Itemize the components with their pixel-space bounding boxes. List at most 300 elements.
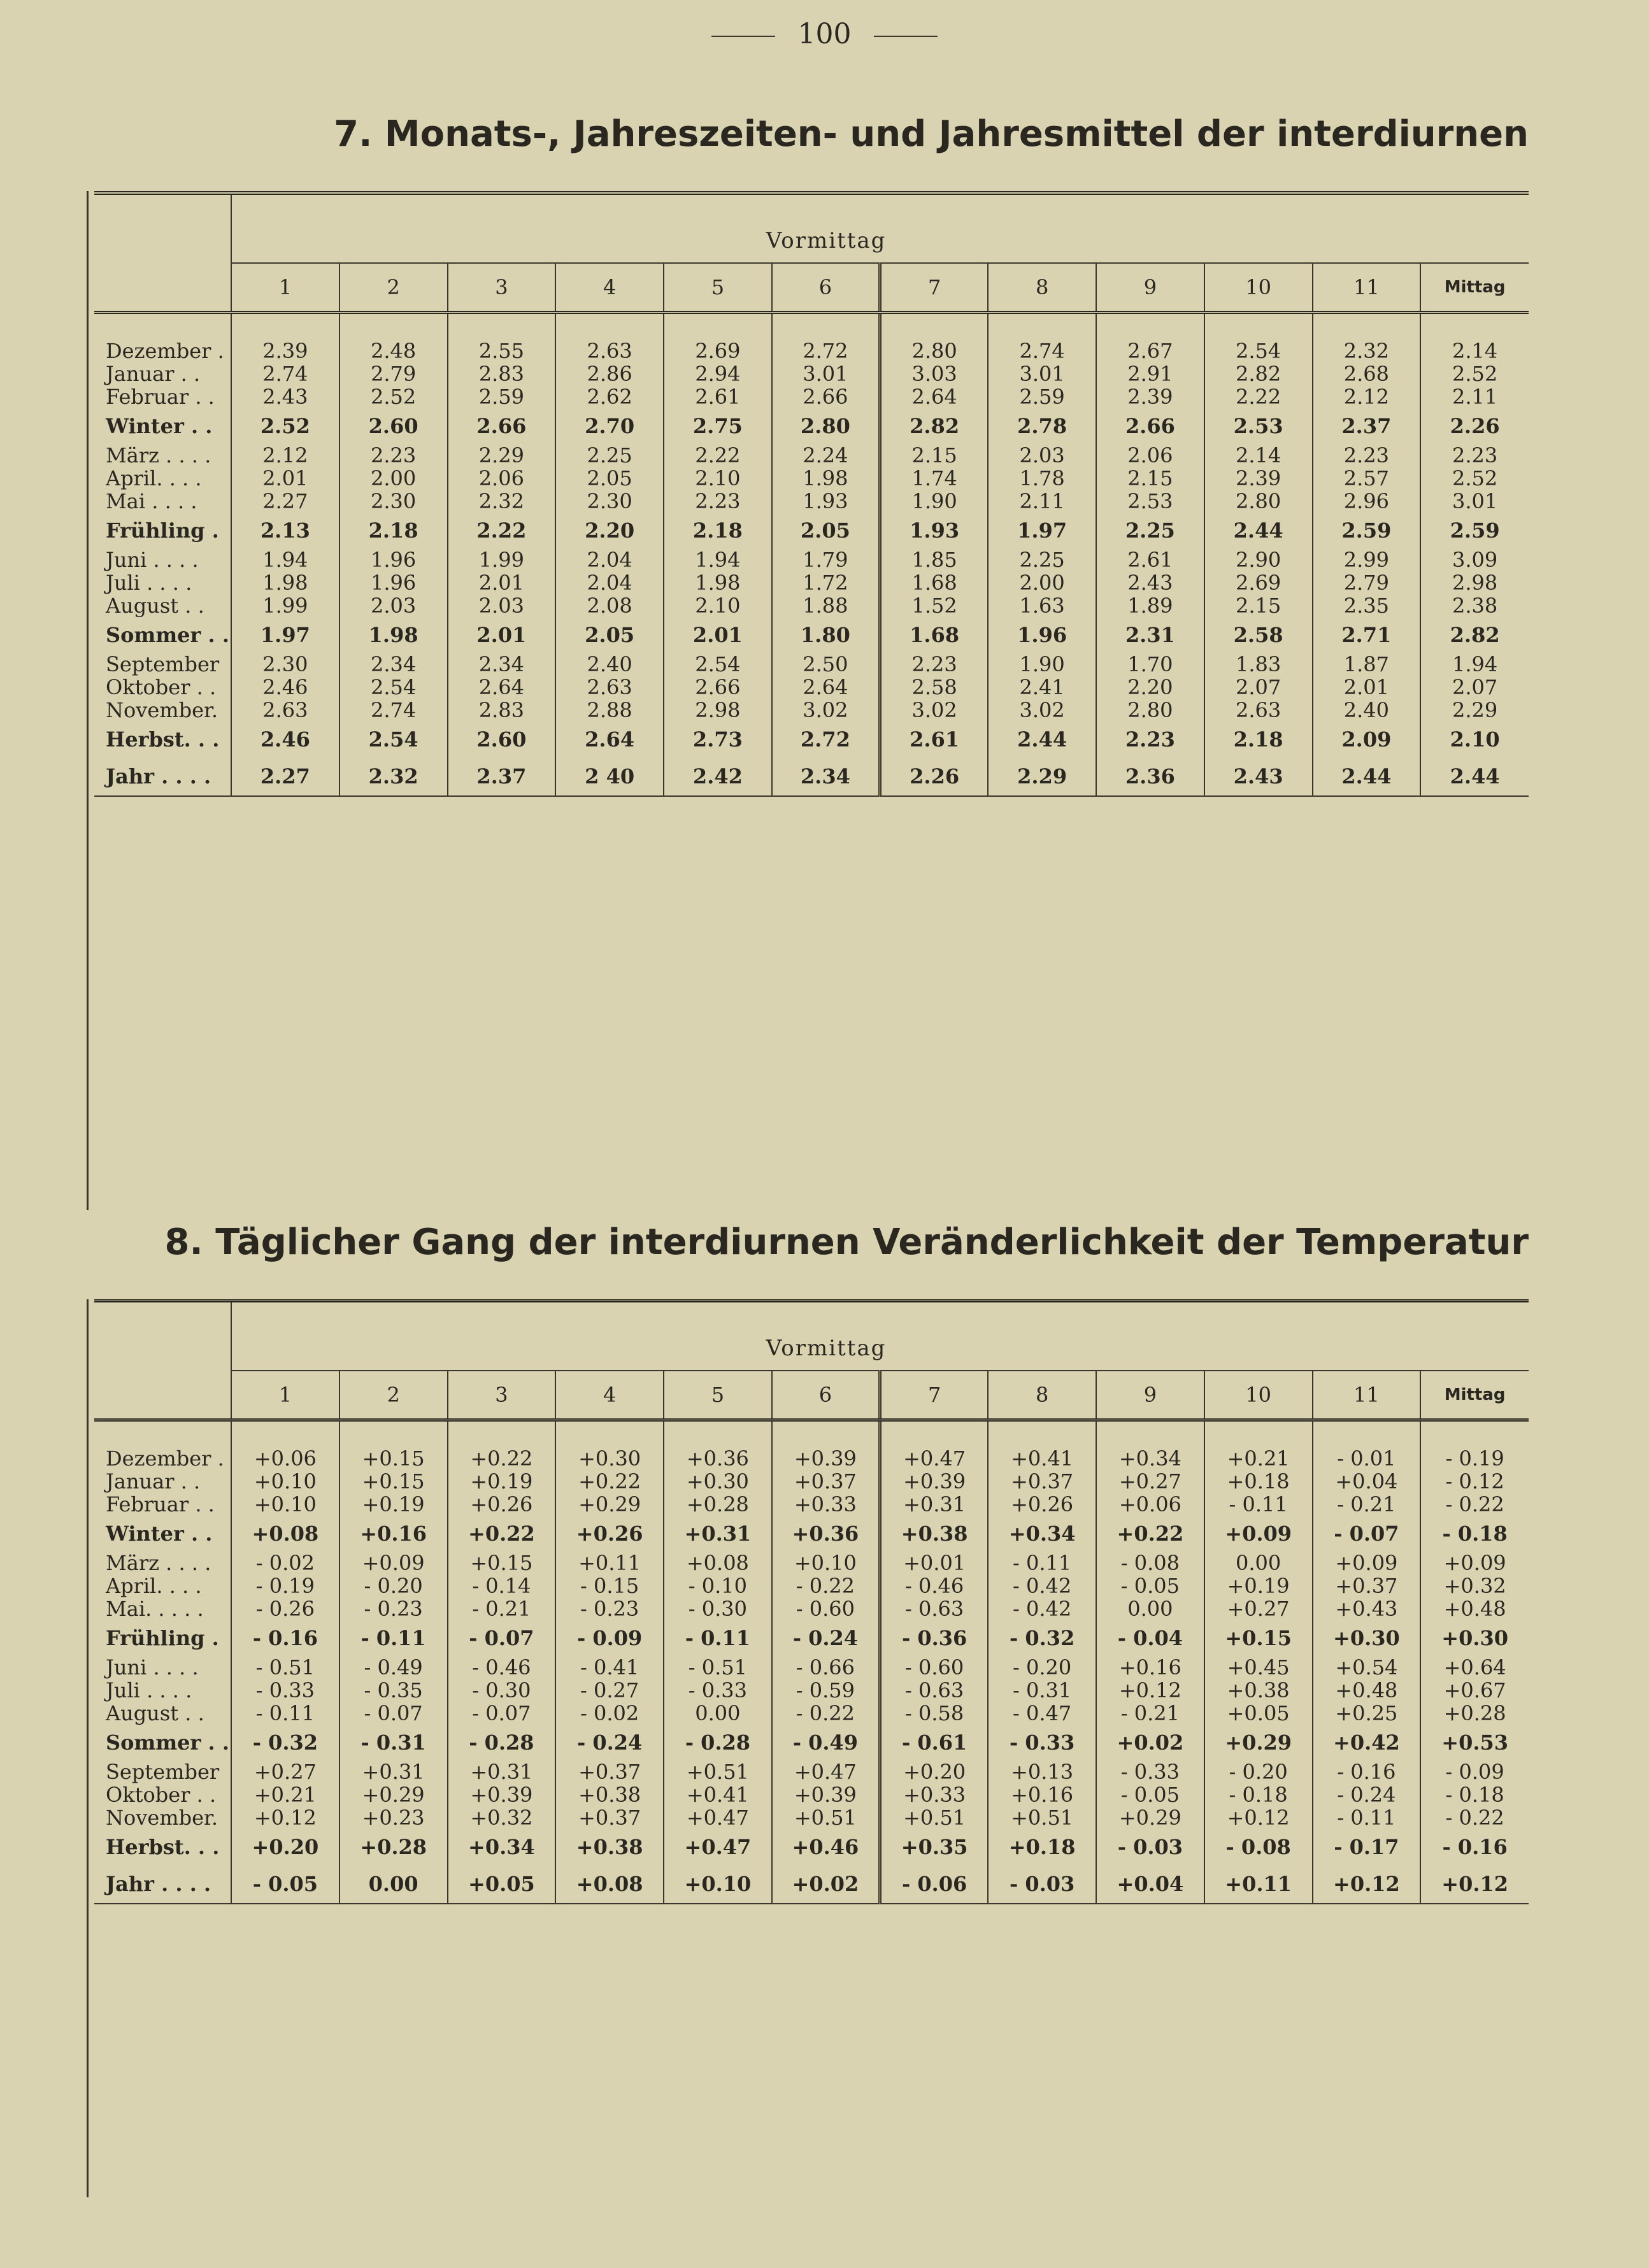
- value-cell: 2.34: [339, 653, 448, 676]
- value-cell: - 0.09: [555, 1620, 664, 1656]
- header-spacer: [1420, 1301, 1529, 1371]
- value-cell: +0.37: [555, 1806, 664, 1829]
- value-cell: 2.29: [988, 757, 1096, 796]
- table-row: [94, 490, 1529, 513]
- spacer-cell: [880, 1420, 989, 1448]
- value-cell: - 0.11: [231, 1702, 339, 1725]
- value-cell: - 0.16: [231, 1620, 339, 1656]
- value-cell: +0.27: [231, 1760, 339, 1783]
- value-cell: +0.06: [231, 1447, 339, 1470]
- value-cell: +0.08: [555, 1865, 664, 1904]
- row-label: Januar . .: [94, 362, 231, 385]
- value-cell: 1.99: [231, 594, 339, 617]
- value-cell: - 0.51: [231, 1656, 339, 1679]
- value-cell: 2.94: [664, 362, 772, 385]
- row-label: Oktober . .: [94, 676, 231, 699]
- value-cell: +0.37: [988, 1470, 1096, 1493]
- value-cell: 2.72: [772, 339, 880, 362]
- value-cell: 3.01: [772, 362, 880, 385]
- value-cell: +0.51: [772, 1806, 880, 1829]
- value-cell: 1.97: [231, 617, 339, 653]
- value-cell: +0.06: [1096, 1493, 1204, 1516]
- value-cell: 2.52: [339, 385, 448, 408]
- value-cell: +0.47: [664, 1806, 772, 1829]
- hour-header: 10: [1204, 1371, 1313, 1420]
- table-row: [94, 444, 1529, 467]
- value-cell: - 0.21: [1313, 1493, 1421, 1516]
- value-cell: 2.03: [448, 594, 556, 617]
- value-cell: 2.64: [880, 385, 989, 408]
- value-cell: 2.98: [664, 699, 772, 722]
- value-cell: 2.69: [1204, 571, 1313, 594]
- value-cell: 2.15: [880, 444, 989, 467]
- value-cell: - 0.10: [664, 1574, 772, 1597]
- value-cell: 2.44: [988, 722, 1096, 757]
- value-cell: - 0.18: [1420, 1783, 1529, 1806]
- value-cell: +0.33: [880, 1783, 989, 1806]
- value-cell: 2.59: [988, 385, 1096, 408]
- value-cell: 2.13: [231, 513, 339, 548]
- row-label: Herbst. . .: [94, 1829, 231, 1865]
- value-cell: - 0.11: [1313, 1806, 1421, 1829]
- value-cell: +0.08: [231, 1516, 339, 1551]
- row-label: Januar . .: [94, 1470, 231, 1493]
- value-cell: +0.28: [664, 1493, 772, 1516]
- value-cell: 2.44: [1420, 757, 1529, 796]
- value-cell: 2.25: [988, 548, 1096, 571]
- value-cell: 2.26: [1420, 408, 1529, 444]
- value-cell: +0.32: [1420, 1574, 1529, 1597]
- value-cell: +0.30: [1420, 1620, 1529, 1656]
- value-cell: 2.53: [1096, 490, 1204, 513]
- value-cell: 2.42: [664, 757, 772, 796]
- value-cell: +0.15: [339, 1470, 448, 1493]
- value-cell: 2.44: [1313, 757, 1421, 796]
- value-cell: 2.14: [1204, 444, 1313, 467]
- value-cell: 2.99: [1313, 548, 1421, 571]
- table-row: [94, 1656, 1529, 1679]
- value-cell: 2.04: [555, 548, 664, 571]
- season-row: [94, 722, 1529, 757]
- value-cell: +0.31: [880, 1493, 989, 1516]
- value-cell: - 0.30: [448, 1679, 556, 1702]
- spacer-cell: [94, 1420, 231, 1448]
- value-cell: - 0.07: [448, 1702, 556, 1725]
- value-cell: 2.08: [555, 594, 664, 617]
- row-label: November.: [94, 699, 231, 722]
- spacer-cell: [1204, 1420, 1313, 1448]
- value-cell: 2.22: [664, 444, 772, 467]
- value-cell: 1.74: [880, 467, 989, 490]
- value-cell: +0.35: [880, 1829, 989, 1865]
- value-cell: - 0.22: [772, 1574, 880, 1597]
- value-cell: +0.29: [555, 1493, 664, 1516]
- season-row: [94, 1829, 1529, 1865]
- value-cell: +0.02: [772, 1865, 880, 1904]
- value-cell: 2.01: [448, 571, 556, 594]
- value-cell: +0.10: [231, 1470, 339, 1493]
- value-cell: +0.51: [664, 1760, 772, 1783]
- value-cell: - 0.33: [664, 1679, 772, 1702]
- hour-header: 10: [1204, 263, 1313, 313]
- value-cell: +0.48: [1420, 1597, 1529, 1620]
- value-cell: 2.10: [664, 467, 772, 490]
- value-cell: 2.38: [1420, 594, 1529, 617]
- table-row: [94, 1679, 1529, 1702]
- value-cell: 1.94: [231, 548, 339, 571]
- row-label: April. . . .: [94, 1574, 231, 1597]
- value-cell: +0.31: [448, 1760, 556, 1783]
- value-cell: 2.40: [555, 653, 664, 676]
- left-rule: [87, 1299, 89, 2197]
- value-cell: +0.26: [555, 1516, 664, 1551]
- value-cell: +0.34: [1096, 1447, 1204, 1470]
- hour-header: Mittag: [1420, 263, 1529, 313]
- value-cell: 2.60: [339, 408, 448, 444]
- spacer-cell: [339, 1420, 448, 1448]
- row-label: Februar . .: [94, 385, 231, 408]
- value-cell: - 0.07: [448, 1620, 556, 1656]
- table-7-title: 7. Monats-, Jahreszeiten- und Jahresmittel der interdiurnen: [334, 113, 1529, 155]
- value-cell: +0.28: [1420, 1702, 1529, 1725]
- table-row: [94, 699, 1529, 722]
- hour-header-row: [94, 1371, 1529, 1420]
- value-cell: 2.46: [231, 722, 339, 757]
- value-cell: +0.22: [448, 1516, 556, 1551]
- value-cell: +0.36: [772, 1516, 880, 1551]
- value-cell: +0.51: [988, 1806, 1096, 1829]
- row-label: Dezember .: [94, 1447, 231, 1470]
- value-cell: 2.32: [339, 757, 448, 796]
- value-cell: 2.86: [555, 362, 664, 385]
- value-cell: +0.45: [1204, 1656, 1313, 1679]
- season-row: [94, 1516, 1529, 1551]
- table-row: [94, 653, 1529, 676]
- value-cell: 2.07: [1420, 676, 1529, 699]
- value-cell: +0.38: [880, 1516, 989, 1551]
- value-cell: +0.39: [448, 1783, 556, 1806]
- value-cell: 1.97: [988, 513, 1096, 548]
- hour-header: 9: [1096, 1371, 1204, 1420]
- value-cell: - 0.08: [1204, 1829, 1313, 1865]
- value-cell: 2.00: [988, 571, 1096, 594]
- value-cell: 2.80: [880, 339, 989, 362]
- value-cell: 2.72: [772, 722, 880, 757]
- value-cell: 2.03: [988, 444, 1096, 467]
- value-cell: - 0.16: [1313, 1760, 1421, 1783]
- value-cell: - 0.61: [880, 1725, 989, 1760]
- hour-header: 11: [1313, 1371, 1421, 1420]
- value-cell: +0.22: [555, 1470, 664, 1493]
- row-label: Jahr . . . .: [94, 757, 231, 796]
- value-cell: - 0.03: [1096, 1829, 1204, 1865]
- value-cell: 2.23: [1096, 722, 1204, 757]
- row-label: Jahr . . . .: [94, 1865, 231, 1904]
- value-cell: 2.27: [231, 490, 339, 513]
- value-cell: 2.66: [1096, 408, 1204, 444]
- value-cell: - 0.31: [339, 1725, 448, 1760]
- value-cell: 1.78: [988, 467, 1096, 490]
- hour-header-row: [94, 263, 1529, 313]
- value-cell: +0.10: [772, 1551, 880, 1574]
- value-cell: 2.64: [448, 676, 556, 699]
- value-cell: +0.67: [1420, 1679, 1529, 1702]
- value-cell: 2.20: [1096, 676, 1204, 699]
- value-cell: 1.96: [339, 571, 448, 594]
- value-cell: 2.14: [1420, 339, 1529, 362]
- spacer-cell: [1313, 313, 1421, 340]
- table-8: [94, 1299, 1529, 1904]
- hour-header: 3: [448, 263, 556, 313]
- table-row: [94, 1597, 1529, 1620]
- spacer-row: [94, 313, 1529, 340]
- value-cell: +0.15: [339, 1447, 448, 1470]
- value-cell: 3.09: [1420, 548, 1529, 571]
- spacer-cell: [94, 313, 231, 340]
- value-cell: +0.30: [1313, 1620, 1421, 1656]
- season-row: [94, 408, 1529, 444]
- value-cell: - 0.03: [988, 1865, 1096, 1904]
- spacer-cell: [555, 313, 664, 340]
- value-cell: 2.43: [231, 385, 339, 408]
- value-cell: 2.58: [880, 676, 989, 699]
- value-cell: 2.01: [231, 467, 339, 490]
- value-cell: 2.01: [664, 617, 772, 653]
- value-cell: 2.67: [1096, 339, 1204, 362]
- page-number: 100: [0, 18, 1649, 50]
- value-cell: +0.32: [448, 1806, 556, 1829]
- value-cell: - 0.24: [1313, 1783, 1421, 1806]
- value-cell: 3.02: [772, 699, 880, 722]
- value-cell: +0.34: [448, 1829, 556, 1865]
- value-cell: 2.74: [339, 699, 448, 722]
- value-cell: 2.74: [231, 362, 339, 385]
- value-cell: 2.63: [231, 699, 339, 722]
- value-cell: +0.54: [1313, 1656, 1421, 1679]
- season-row: [94, 1725, 1529, 1760]
- value-cell: +0.05: [1204, 1702, 1313, 1725]
- value-cell: 2.12: [1313, 385, 1421, 408]
- value-cell: +0.13: [988, 1760, 1096, 1783]
- value-cell: 1.88: [772, 594, 880, 617]
- value-cell: +0.51: [880, 1806, 989, 1829]
- hour-header: 4: [555, 1371, 664, 1420]
- value-cell: +0.09: [1313, 1551, 1421, 1574]
- table-7: [94, 191, 1529, 797]
- value-cell: - 0.09: [1420, 1760, 1529, 1783]
- value-cell: 1.98: [339, 617, 448, 653]
- value-cell: - 0.22: [1420, 1806, 1529, 1829]
- value-cell: +0.16: [1096, 1656, 1204, 1679]
- value-cell: - 0.06: [880, 1865, 989, 1904]
- value-cell: +0.30: [664, 1470, 772, 1493]
- value-cell: 1.68: [880, 571, 989, 594]
- row-label: Mai . . . .: [94, 490, 231, 513]
- value-cell: 2.22: [1204, 385, 1313, 408]
- value-cell: - 0.18: [1420, 1516, 1529, 1551]
- value-cell: - 0.04: [1096, 1620, 1204, 1656]
- value-cell: +0.28: [339, 1829, 448, 1865]
- row-label: Herbst. . .: [94, 722, 231, 757]
- value-cell: +0.26: [988, 1493, 1096, 1516]
- row-label: Sommer . .: [94, 1725, 231, 1760]
- value-cell: 2.59: [1313, 513, 1421, 548]
- value-cell: +0.22: [448, 1447, 556, 1470]
- value-cell: 2.29: [1420, 699, 1529, 722]
- value-cell: 2.37: [1313, 408, 1421, 444]
- hour-header: 2: [339, 263, 448, 313]
- value-cell: +0.09: [1420, 1551, 1529, 1574]
- value-cell: 2.30: [231, 653, 339, 676]
- value-cell: +0.43: [1313, 1597, 1421, 1620]
- value-cell: +0.27: [1204, 1597, 1313, 1620]
- table-row: [94, 339, 1529, 362]
- hour-header: Mittag: [1420, 1371, 1529, 1420]
- value-cell: 1.90: [988, 653, 1096, 676]
- value-cell: 2.78: [988, 408, 1096, 444]
- spacer-cell: [448, 1420, 556, 1448]
- row-label: März . . . .: [94, 444, 231, 467]
- value-cell: +0.47: [880, 1447, 989, 1470]
- row-label: Februar . .: [94, 1493, 231, 1516]
- value-cell: +0.38: [555, 1783, 664, 1806]
- value-cell: - 0.11: [339, 1620, 448, 1656]
- spacer-cell: [1096, 313, 1204, 340]
- value-cell: 2.10: [664, 594, 772, 617]
- value-cell: 1.90: [880, 490, 989, 513]
- value-cell: - 0.36: [880, 1620, 989, 1656]
- value-cell: 2.30: [555, 490, 664, 513]
- value-cell: +0.39: [772, 1783, 880, 1806]
- row-label: Winter . .: [94, 1516, 231, 1551]
- value-cell: - 0.35: [339, 1679, 448, 1702]
- value-cell: 2.41: [988, 676, 1096, 699]
- value-cell: 1.68: [880, 617, 989, 653]
- value-cell: 2.39: [1096, 385, 1204, 408]
- value-cell: 2.01: [448, 617, 556, 653]
- value-cell: - 0.26: [231, 1597, 339, 1620]
- value-cell: +0.47: [664, 1829, 772, 1865]
- value-cell: +0.36: [664, 1447, 772, 1470]
- value-cell: 2.60: [448, 722, 556, 757]
- value-cell: 2.12: [231, 444, 339, 467]
- value-cell: - 0.07: [1313, 1516, 1421, 1551]
- value-cell: - 0.28: [448, 1725, 556, 1760]
- value-cell: - 0.33: [231, 1679, 339, 1702]
- value-cell: 2.05: [555, 617, 664, 653]
- spacer-cell: [1204, 313, 1313, 340]
- value-cell: - 0.15: [555, 1574, 664, 1597]
- value-cell: 2.01: [1313, 676, 1421, 699]
- value-cell: - 0.05: [1096, 1574, 1204, 1597]
- value-cell: 2.52: [1420, 362, 1529, 385]
- value-cell: - 0.12: [1420, 1470, 1529, 1493]
- value-cell: - 0.33: [1096, 1760, 1204, 1783]
- value-cell: 2.53: [1204, 408, 1313, 444]
- value-cell: 1.80: [772, 617, 880, 653]
- spacer-cell: [988, 1420, 1096, 1448]
- stub-header: [94, 1301, 231, 1420]
- value-cell: +0.64: [1420, 1656, 1529, 1679]
- value-cell: +0.11: [555, 1551, 664, 1574]
- spacer-cell: [664, 1420, 772, 1448]
- spacer-cell: [988, 313, 1096, 340]
- table-row: [94, 1574, 1529, 1597]
- value-cell: 2.98: [1420, 571, 1529, 594]
- table-row: [94, 1493, 1529, 1516]
- value-cell: +0.11: [1204, 1865, 1313, 1904]
- year-row: [94, 1865, 1529, 1904]
- value-cell: - 0.21: [1096, 1702, 1204, 1725]
- value-cell: 2.34: [448, 653, 556, 676]
- value-cell: 2.66: [664, 676, 772, 699]
- value-cell: +0.46: [772, 1829, 880, 1865]
- value-cell: 1.63: [988, 594, 1096, 617]
- value-cell: - 0.19: [231, 1574, 339, 1597]
- value-cell: 0.00: [339, 1865, 448, 1904]
- value-cell: +0.15: [448, 1551, 556, 1574]
- value-cell: - 0.05: [231, 1865, 339, 1904]
- row-label: Dezember .: [94, 339, 231, 362]
- row-label: Juni . . . .: [94, 1656, 231, 1679]
- row-label: November.: [94, 1806, 231, 1829]
- value-cell: 2.74: [988, 339, 1096, 362]
- row-label: Winter . .: [94, 408, 231, 444]
- hour-header: 9: [1096, 263, 1204, 313]
- value-cell: 2.71: [1313, 617, 1421, 653]
- value-cell: 2.36: [1096, 757, 1204, 796]
- value-cell: 2.82: [880, 408, 989, 444]
- table-row: [94, 1783, 1529, 1806]
- value-cell: 2.25: [1096, 513, 1204, 548]
- value-cell: 2.10: [1420, 722, 1529, 757]
- table-row: [94, 1760, 1529, 1783]
- hour-header: 4: [555, 263, 664, 313]
- value-cell: - 0.46: [448, 1656, 556, 1679]
- year-row: [94, 757, 1529, 796]
- value-cell: - 0.01: [1313, 1447, 1421, 1470]
- value-cell: +0.16: [339, 1516, 448, 1551]
- value-cell: - 0.27: [555, 1679, 664, 1702]
- value-cell: 0.00: [1096, 1597, 1204, 1620]
- value-cell: 1.93: [772, 490, 880, 513]
- hour-header: 7: [880, 1371, 989, 1420]
- row-label: Frühling .: [94, 1620, 231, 1656]
- table-8-title: 8. Täglicher Gang der interdiurnen Veränderlichkeit der Temperatur: [164, 1222, 1529, 1263]
- row-label: August . .: [94, 594, 231, 617]
- value-cell: 2.59: [448, 385, 556, 408]
- value-cell: 2.31: [1096, 617, 1204, 653]
- value-cell: - 0.63: [880, 1597, 989, 1620]
- value-cell: 1.87: [1313, 653, 1421, 676]
- table-row: [94, 385, 1529, 408]
- spacer-cell: [1313, 1420, 1421, 1448]
- value-cell: +0.31: [664, 1516, 772, 1551]
- value-cell: 0.00: [664, 1702, 772, 1725]
- value-cell: 1.99: [448, 548, 556, 571]
- value-cell: 2.88: [555, 699, 664, 722]
- value-cell: 2.32: [1313, 339, 1421, 362]
- spacer-cell: [231, 1420, 339, 1448]
- value-cell: +0.12: [231, 1806, 339, 1829]
- value-cell: 2.63: [555, 676, 664, 699]
- value-cell: 1.89: [1096, 594, 1204, 617]
- value-cell: 2.18: [1204, 722, 1313, 757]
- spacer-cell: [448, 313, 556, 340]
- value-cell: +0.26: [448, 1493, 556, 1516]
- value-cell: - 0.19: [1420, 1447, 1529, 1470]
- value-cell: 3.01: [988, 362, 1096, 385]
